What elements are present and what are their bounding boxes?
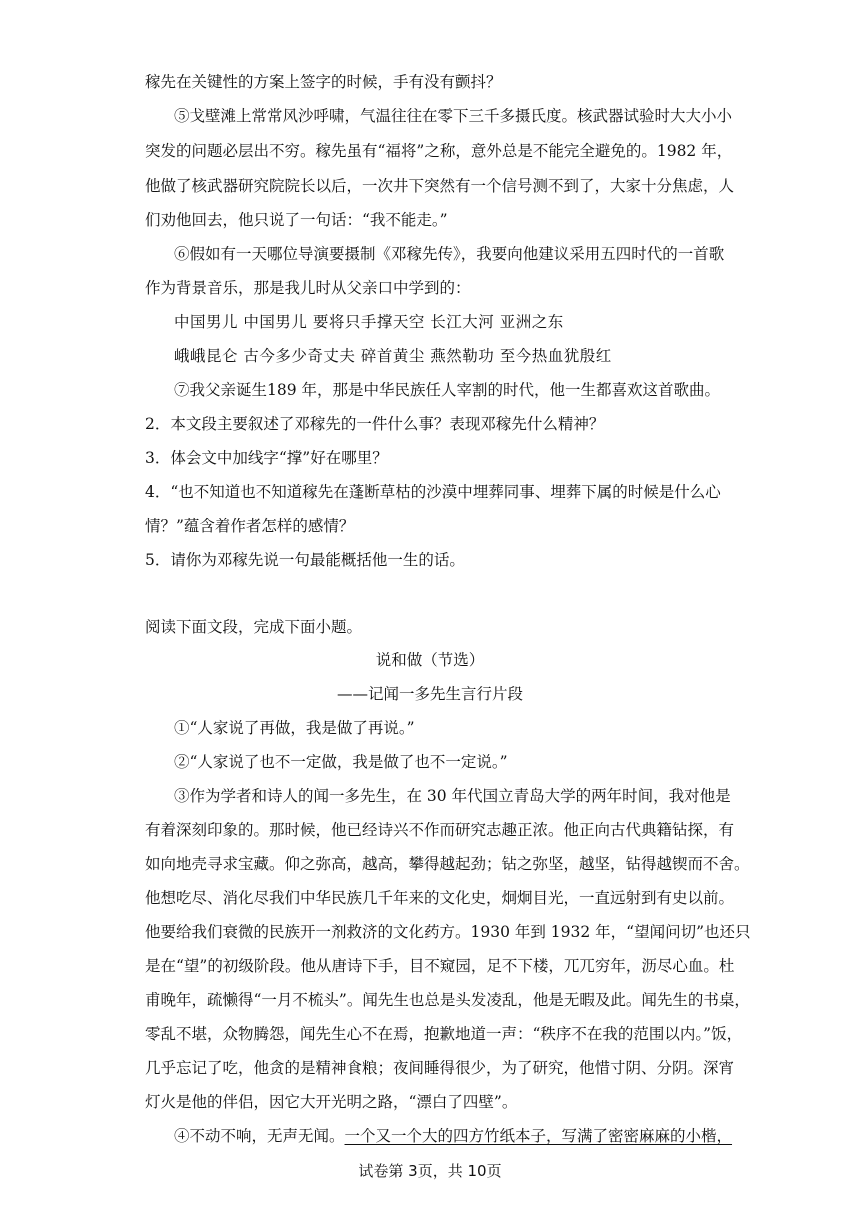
article-line: 有着深刻印象的。那时候，他已经诗兴不作而研究志趣正浓。他正向古代典籍钻探，有: [145, 821, 735, 839]
article-paragraph-1: ①“人家说了再做，我是做了再说。”: [174, 719, 415, 737]
passage-line: 稼先在关键性的方案上签字的时候，手有没有颤抖？: [145, 73, 502, 91]
article-line: 他想吃尽、消化尽我们中华民族几千年来的文化史，炯炯目光，一直远射到有史以前。: [145, 889, 735, 907]
article-line: 零乱不堪，众物腾怨，闻先生心不在焉，抱歉地道一声：“秩序不在我的范围以内。”饭，: [145, 1025, 743, 1043]
article-line: 甫晚年，疏懒得“一月不梳头”。闻先生也总是头发凌乱，他是无暇及此。闻先生的书桌，: [145, 991, 750, 1009]
passage-paragraph-7: ⑦我父亲诞生189 年，那是中华民族任人宰割的时代，他一生都喜欢这首歌曲。: [174, 381, 721, 399]
question-3: 3．体会文中加线字“撑”好在哪里？: [145, 449, 388, 467]
passage-line: 作为背景音乐，那是我儿时从父亲口中学到的：: [145, 279, 471, 297]
underlined-text: 一个又一个大的四方竹纸本子，写满了密密麻麻的小楷，: [344, 1127, 733, 1145]
passage-line: 突发的问题必层出不穷。稼先虽有“福将”之称，意外总是不能完全避免的。1982 年，: [145, 142, 733, 160]
article-line: 如向地壳寻求宝藏。仰之弥高，越高，攀得越起劲；钻之弥坚，越坚，钻得越锲而不舍。: [145, 855, 750, 873]
song-lyric-line: 峨峨昆仑 古今多少奇丈夫 碎首黄尘 燕然勒功 至今热血犹殷红: [174, 347, 612, 365]
paragraph-4-text: ④不动不响，无声无闻。: [174, 1127, 345, 1145]
reading-instruction: 阅读下面文段，完成下面小题。: [145, 618, 363, 636]
article-line: 他要给我们衰微的民族开一剂救济的文化药方。1930 年到 1932 年，“望闻问切”也还只: [145, 923, 751, 941]
article-line: 是在“望”的初级阶段。他从唐诗下手，目不窥园，足不下楼，兀兀穷年，沥尽心血。杜: [145, 957, 735, 975]
question-4-cont: 情？”蕴含着作者怎样的感情？: [145, 517, 355, 535]
article-paragraph-4: [174, 1126, 732, 1146]
page-footer: 试卷第 3页，共 10页: [358, 1162, 502, 1180]
song-lyric-line: 中国男儿 中国男儿 要将只手撑天空 长江大河 亚洲之东: [174, 313, 564, 331]
passage-paragraph-5: ⑤戈壁滩上常常风沙呼啸，气温往往在零下三千多摄氏度。核武器试验时大大小小: [174, 107, 733, 125]
article-line: 几乎忘记了吃，他贪的是精神食粮；夜间睡得很少，为了研究，他惜寸阴、分阴。深宵: [145, 1059, 735, 1077]
question-4: 4．“也不知道也不知道稼先在蓬断草枯的沙漠中埋葬同事、埋葬下属的时候是什么心: [145, 483, 721, 501]
article-paragraph-3: ③作为学者和诗人的闻一多先生，在 30 年代国立青岛大学的两年时间，我对他是: [174, 787, 731, 805]
question-2: 2．本文段主要叙述了邓稼先的一件什么事？表现邓稼先什么精神？: [145, 415, 605, 433]
passage-line: 他做了核武器研究院院长以后，一次井下突然有一个信号测不到了，大家十分焦虑，人: [145, 177, 735, 195]
passage-line: 们劝他回去，他只说了一句话：“我不能走。”: [145, 211, 448, 229]
question-5: 5．请你为邓稼先说一句最能概括他一生的话。: [145, 551, 465, 569]
article-title: 说和做（节选）: [375, 651, 485, 669]
article-subtitle: ——记闻一多先生言行片段: [336, 685, 523, 703]
article-paragraph-2: ②“人家说了也不一定做，我是做了也不一定说。”: [174, 753, 508, 771]
article-line: 灯火是他的伴侣，因它大开光明之路，“漂白了四壁”。: [145, 1093, 518, 1111]
passage-paragraph-6: ⑥假如有一天哪位导演要摄制《邓稼先传》，我要向他建议采用五四时代的一首歌: [174, 245, 725, 263]
